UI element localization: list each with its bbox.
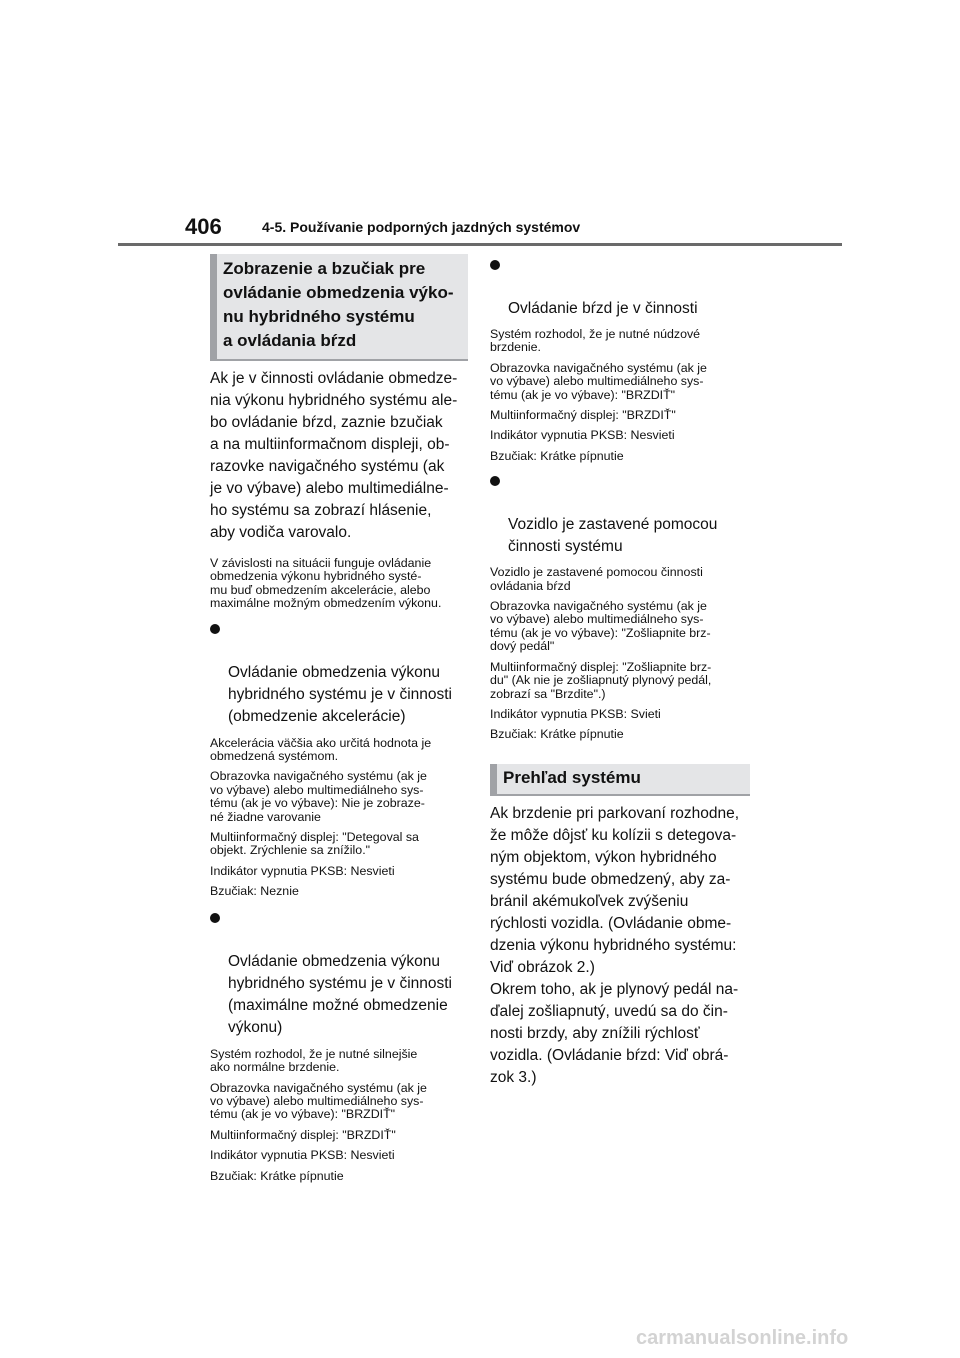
bullet-heading-acceleration-limit [210, 618, 468, 728]
b3-pksb-indicator: Indikátor vypnutia PKSB: Nesvieti [490, 428, 675, 443]
b1-pksb-indicator: Indikátor vypnutia PKSB: Nesvieti [210, 863, 395, 878]
bullet-dot-icon [490, 476, 500, 486]
b2-description: Systém rozhodol, že je nutné silnejšie ako normálne brzdenie. [210, 1046, 418, 1075]
bullet-heading-max-power-limit [210, 907, 468, 1039]
b1-multi-info-display: Multiinformačný displej: "Detegoval sa objekt. Zrýchlenie sa znížilo." [210, 830, 419, 858]
page-number: 406 [185, 214, 222, 239]
bullet-dot-icon [210, 624, 220, 634]
chapter-title: 4-5. Používanie podporných jazdných systémov [262, 219, 581, 235]
b1-navigation-screen: Obrazovka navigačného systému (ak je vo výbave) alebo multimediálneho sys- tému (ak je vo výbave): Nie je zobraze- né žiadne varovanie [210, 769, 427, 824]
b4-multi-info-display: Multiinformačný displej: "Zošliapnite brz- du" (Ak nie je zošliapnutý plynový pedál, zobrazí sa "Brzdite".) [490, 659, 712, 701]
b2-multi-info-display: Multiinformačný displej: "BRZDIŤ" [210, 1127, 396, 1142]
b4-buzzer: Bzučiak: Krátke pípnutie [490, 727, 624, 742]
bullet-title: Vozidlo je zastavené pomocou činnosti systému [508, 516, 718, 556]
watermark: carmanualsonline.info [636, 1327, 849, 1349]
b2-navigation-screen: Obrazovka navigačného systému (ak je vo výbave) alebo multimediálneho sys- tému (ak je vo výbave): "BRZDIŤ" [210, 1080, 427, 1122]
b1-description: Akcelerácia väčšia ako určitá hodnota je obmedzená systémom. [210, 735, 432, 764]
b2-pksb-indicator: Indikátor vypnutia PKSB: Nesvieti [210, 1148, 395, 1163]
bullet-heading-brake-control [490, 254, 750, 320]
b3-description: Systém rozhodol, že je nutné núdzové brzdenie. [490, 327, 701, 355]
b4-pksb-indicator: Indikátor vypnutia PKSB: Svieti [490, 706, 661, 721]
b3-buzzer: Bzučiak: Krátke pípnutie [490, 448, 624, 463]
b4-description: Vozidlo je zastavené pomocou činnosti ovládania bŕzd [490, 565, 703, 593]
b3-multi-info-display: Multiinformačný displej: "BRZDIŤ" [490, 408, 676, 423]
bullet-heading-vehicle-stopped [490, 470, 750, 558]
left-column [210, 254, 468, 1183]
b2-buzzer: Bzučiak: Krátke pípnutie [210, 1168, 344, 1183]
situation-note: V závislosti na situácii funguje ovládanie obmedzenia výkonu hybridného systé- mu buď obmedzením akcelerácie, alebo maximálne možným obmedzením výkonu. [210, 556, 442, 611]
b1-buzzer: Bzučiak: Neznie [210, 884, 299, 899]
b3-navigation-screen: Obrazovka navigačného systému (ak je vo výbave) alebo multimediálneho sys- tému (ak je vo výbave): "BRZDIŤ" [490, 360, 707, 402]
header-divider [118, 243, 842, 246]
bullet-title: Ovládanie obmedzenia výkonu hybridného systému je v činnosti (maximálne možné obmedzenie výkonu) [228, 952, 453, 1036]
section-heading-display-buzzer: Zobrazenie a bzučiak pre ovládanie obmedzenia výko- nu hybridného systému a ovládania bŕzd [210, 254, 468, 361]
b4-navigation-screen: Obrazovka navigačného systému (ak je vo výbave) alebo multimediálneho sys- tému (ak je vo výbave): "Zošliapnite brz- dový pedál" [490, 599, 711, 654]
bullet-title: Ovládanie obmedzenia výkonu hybridného systému je v činnosti (obmedzenie akcelerácie) [228, 663, 453, 725]
overview-paragraph: Ak brzdenie pri parkovaní rozhodne, že môže dôjsť ku kolízii s detegova- ným objektom, výkon hybridného systému bude obmedzený, aby za- bránil akémukoľvek zvýšeniu rýchlosti vozidla. (Ovládanie obme- dzenia výkonu hybridného systému: Viď obrázok 2.) Okrem toho, ak je plynový pedál na- ďalej zošliapnutý, uvedú sa do čin- nosti brzdy, aby znížili rýchlosť vozidla. (Ovládanie bŕzd: Viď obrá- zok 3.) [490, 804, 740, 1086]
section-heading-system-overview: Prehľad systému [490, 764, 750, 796]
bullet-dot-icon [490, 260, 500, 270]
right-column [490, 254, 750, 1089]
bullet-title: Ovládanie bŕzd je v činnosti [508, 300, 698, 317]
bullet-dot-icon [210, 913, 220, 923]
intro-paragraph: Ak je v činnosti ovládanie obmedze- nia výkonu hybridného systému ale- bo ovládanie bŕzd, zaznie bzučiak a na multiinformačnom displeji, ob- razovke navigačného systému (ak je vo výbave) alebo multimediálne- ho systému sa zobrazí hlásenie, aby vodiča varovalo. [210, 370, 458, 541]
